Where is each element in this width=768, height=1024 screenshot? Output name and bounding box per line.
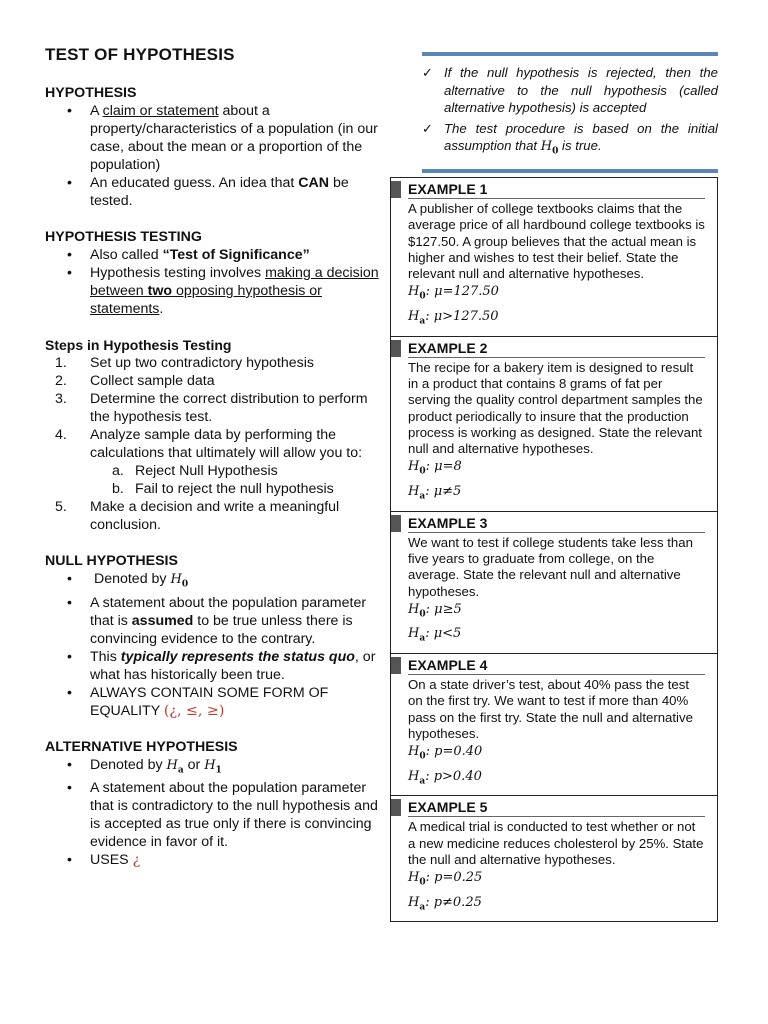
alt-hypothesis-expr: $H_a$: μ>127.50 xyxy=(408,309,499,327)
hypothesis-testing-heading: HYPOTHESIS TESTING xyxy=(45,229,202,245)
null-hypothesis-heading: NULL HYPOTHESIS xyxy=(45,553,178,569)
example-text: A publisher of college textbooks claims that the average price of all hardbound college textbooks is $127.50. A group believes that the actual mean is higher and wishes to test their belief. State the relevant null and alternative hypotheses. xyxy=(408,201,705,282)
sub-step-item: b. Fail to reject the null hypothesis xyxy=(112,481,334,497)
alt-hypothesis-expr: $H_a$: p>0.40 xyxy=(408,768,482,787)
note-item: ✓ If the null hypothesis is rejected, then the alternative to the null hypothesis (called alternative hypothesis) is accepted xyxy=(422,65,718,115)
ha-symbol: $H_a$ xyxy=(166,757,184,776)
list-item: • An educated guess. An idea that CAN be tested. xyxy=(45,174,390,210)
list-item: • This typically represents the status quo, or what has historically been true. xyxy=(45,648,390,684)
list-item: • Also called “Test of Significance” xyxy=(45,246,390,264)
check-icon: ✓ xyxy=(422,120,434,136)
list-item: • A claim or statement about a property/characteristics of a population (in our case, about the mean or a proportion of the population) xyxy=(45,102,390,174)
h1-symbol: $H_1$ xyxy=(204,757,222,776)
example-title: EXAMPLE 5 xyxy=(408,798,705,817)
null-hypothesis-expr: $H_0$: μ≥5 xyxy=(408,601,462,620)
list-item: • A statement about the population parameter that is contradictory to the null hypothesis and is accepted as true only if there is convincing evidence in favor of it. xyxy=(45,779,390,851)
example-title: EXAMPLE 1 xyxy=(408,180,705,199)
step-item: 1. Set up two contradictory hypothesis xyxy=(55,355,314,371)
example-title: EXAMPLE 4 xyxy=(408,656,705,675)
null-hypothesis-expr: $H_0$: μ=8 xyxy=(408,459,462,478)
left-column xyxy=(45,46,390,887)
example-text: A medical trial is conducted to test whether or not a new medicine reduces cholesterol by 25%. State the null and alternative hypotheses. xyxy=(408,819,704,867)
note-bottom-rule xyxy=(422,169,718,173)
h0-symbol: $H_0$ xyxy=(170,572,189,590)
note-top-rule xyxy=(422,52,718,56)
example-text: On a state driver’s test, about 40% pass the test on the first try. We want to test if more than 40% pass on the first try. State the null and alternative hypotheses. xyxy=(408,677,693,741)
notes-list xyxy=(422,64,718,161)
example-text: The recipe for a bakery item is designed to result in a product that contains 8 grams of fat per serving the quality control department samples the product periodically to insure that the production process is working as designed. State the relevant null and alternative hypotheses. xyxy=(408,359,703,457)
steps-heading: Steps in Hypothesis Testing xyxy=(45,337,232,353)
example-title: EXAMPLE 2 xyxy=(408,339,705,358)
hypothesis-list xyxy=(45,102,390,210)
example-4 xyxy=(391,653,717,795)
page-title: TEST OF HYPOTHESIS xyxy=(45,45,235,64)
alt-hypothesis-expr: $H_a$: μ<5 xyxy=(408,626,462,645)
example-1 xyxy=(391,178,717,336)
example-3 xyxy=(391,511,717,653)
example-2 xyxy=(391,336,717,511)
sub-step-item: a. Reject Null Hypothesis xyxy=(112,463,278,479)
example-5 xyxy=(391,795,717,921)
example-text: We want to test if college students take less than five years to graduate from college, on the average. State the relevant null and alternative hypotheses. xyxy=(408,534,693,599)
step-item: 2. Collect sample data xyxy=(55,373,215,389)
note-item: ✓ The test procedure is based on the initial assumption that $H_0$ is true. xyxy=(422,120,718,157)
alt-hypothesis-expr: $H_a$: p≠0.25 xyxy=(408,894,482,913)
examples-panel xyxy=(390,177,718,922)
check-icon: ✓ xyxy=(422,65,434,80)
list-item: • Denoted by $H_0$ xyxy=(45,570,390,594)
alt-hypothesis-expr: $H_a$: μ≠5 xyxy=(408,484,462,502)
list-item: • Denoted by $H_a$ or $H_1$ xyxy=(45,756,390,780)
list-item: • A statement about the population parameter that is assumed to be true unless there is convincing evidence to the contrary. xyxy=(45,594,390,648)
h0-symbol: $H_0$ xyxy=(540,139,559,157)
step-sub-list xyxy=(90,462,390,498)
inequality-symbol: ¿ xyxy=(132,852,141,869)
hypothesis-testing-list xyxy=(45,246,390,318)
list-item: • USES ¿ xyxy=(45,851,390,869)
null-hypothesis-expr: $H_0$: μ=127.50 xyxy=(408,284,499,303)
list-item: • ALWAYS CONTAIN SOME FORM OF EQUALITY (¿, ≤, ≥) xyxy=(45,684,390,720)
equality-symbols: (¿, ≤, ≥) xyxy=(163,702,225,719)
null-hypothesis-expr: $H_0$: p=0.25 xyxy=(408,870,483,888)
step-item: 5. Make a decision and write a meaningful conclusion. xyxy=(55,499,340,533)
example-title: EXAMPLE 3 xyxy=(408,514,705,533)
null-hypothesis-expr: $H_0$: p=0.40 xyxy=(408,744,483,762)
notes-box xyxy=(422,52,718,173)
step-item: 3. Determine the correct distribution to perform the hypothesis test. xyxy=(55,391,368,425)
alternative-hypothesis-heading: ALTERNATIVE HYPOTHESIS xyxy=(45,738,238,755)
hypothesis-heading: HYPOTHESIS xyxy=(45,85,137,101)
steps-list xyxy=(45,354,390,534)
null-hypothesis-list xyxy=(45,570,390,720)
step-item: 4. Analyze sample data by performing the calculations that ultimately will allow you to: a. Reject Null Hypothesis b. Fail to reject the null hypothesis xyxy=(45,426,390,498)
alternative-hypothesis-list xyxy=(45,756,390,870)
list-item: • Hypothesis testing involves making a decision between two opposing hypothesis or statements. xyxy=(45,264,390,318)
